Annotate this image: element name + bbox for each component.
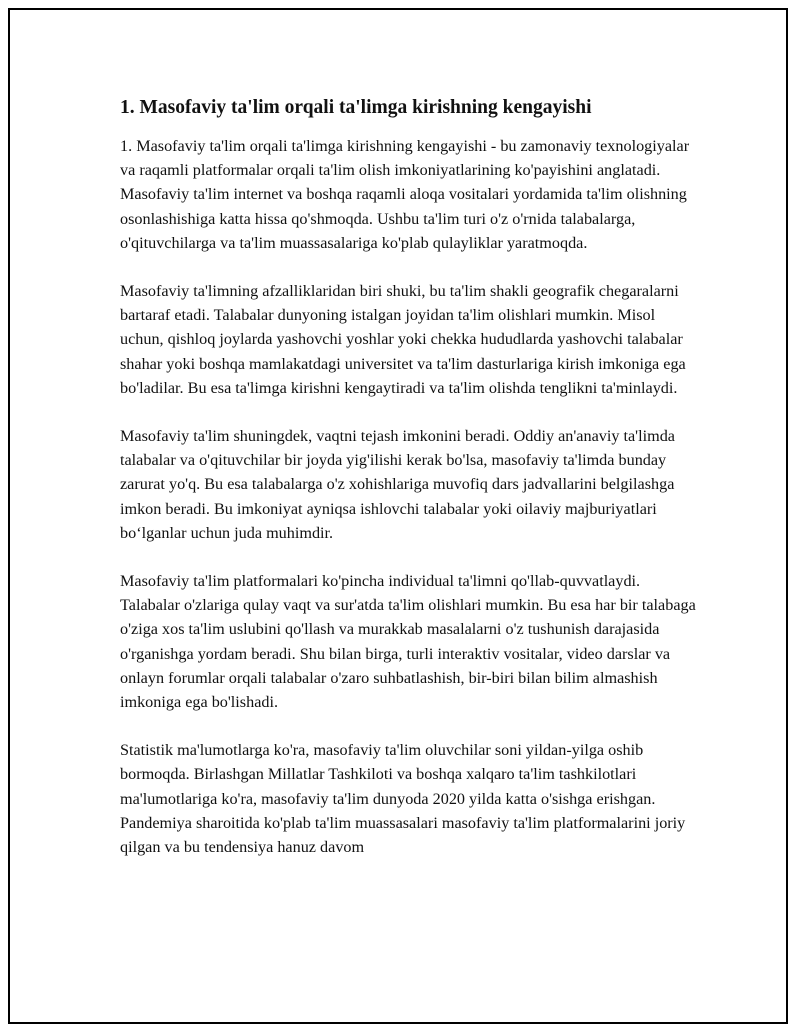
section-heading: 1. Masofaviy ta'lim orqali ta'limga kirishning kengayishi (120, 97, 592, 118)
paragraph-statistics: Statistik ma'lumotlarga ko'ra, masofaviy ta'lim oluvchilar soni yildan-yilga oshib bormoqda. Birlashgan Millatlar Tashkiloti va boshqa xalqaro ta'lim tashkilotlari ma'lumotlariga ko'ra, masofaviy ta'lim dunyoda 2020 yilda katta o'sishga erishgan. Pandemiya sharoitida ko'plab ta'lim muassasalari masofaviy ta'lim platformalarini joriy qilgan va bu tendensiya hanuz davom (120, 741, 686, 857)
document-body (120, 96, 700, 883)
paragraph-geography: Masofaviy ta'limning afzalliklaridan biri shuki, bu ta'lim shakli geografik chegaralarni bartaraf etadi. Talabalar dunyoning istalgan joyidan ta'lim olishlari mumkin. Misol uchun, qishloq joylarda yashovchi yoshlar yoki chekka hududlarda yashovchi talabalar shahar yoki boshqa mamlakatdagi universitet va ta'lim dasturlariga kirish imkoniga ega bo'ladilar. Bu esa ta'limga kirishni kengaytiradi va ta'lim olishda tenglikni ta'minlaydi. (120, 282, 686, 397)
page-frame (8, 8, 788, 1024)
paragraph-time-saving: Masofaviy ta'lim shuningdek, vaqtni tejash imkonini beradi. Oddiy an'anaviy ta'limda talabalar va o'qituvchilar bir joyda yig'ilishi kerak bo'lsa, masofaviy ta'limda bunday zarurat yo'q. Bu esa talabalarga o'z xohishlariga muvofiq dars jadvallarini belgilashga imkon beradi. Bu imkoniyat ayniqsa ishlovchi talabalar yoki oilaviy majburiyatlari bo‘lganlar uchun juda muhimdir. (120, 427, 675, 542)
paragraph-individual-learning: Masofaviy ta'lim platformalari ko'pincha individual ta'limni qo'llab-quvvatlaydi. Talabalar o'zlariga qulay vaqt va sur'atda ta'lim olishlari mumkin. Bu esa har bir talabaga o'ziga xos ta'lim uslubini qo'llash va murakkab masalalarni o'z tushunish darajasida o'rganishga yordam beradi. Shu bilan birga, turli interaktiv vositalar, video darslar va onlayn forumlar orqali talabalar o'zaro suhbatlashish, bir-biri bilan bilim almashish imkoniga ega bo'lishadi. (120, 572, 696, 712)
paragraph-intro: 1. Masofaviy ta'lim orqali ta'limga kirishning kengayishi - bu zamonaviy texnologiyalar va raqamli platformalar orqali ta'lim olish imkoniyatlarining ko'payishini anglatadi. Masofaviy ta'lim internet va boshqa raqamli aloqa vositalari yordamida ta'lim olishning osonlashishiga katta hissa qo'shmoqda. Ushbu ta'lim turi o'z o'rnida talabalarga, o'qituvchilarga va ta'lim muassasalariga ko'plab qulayliklar yaratmoqda. (120, 137, 690, 252)
